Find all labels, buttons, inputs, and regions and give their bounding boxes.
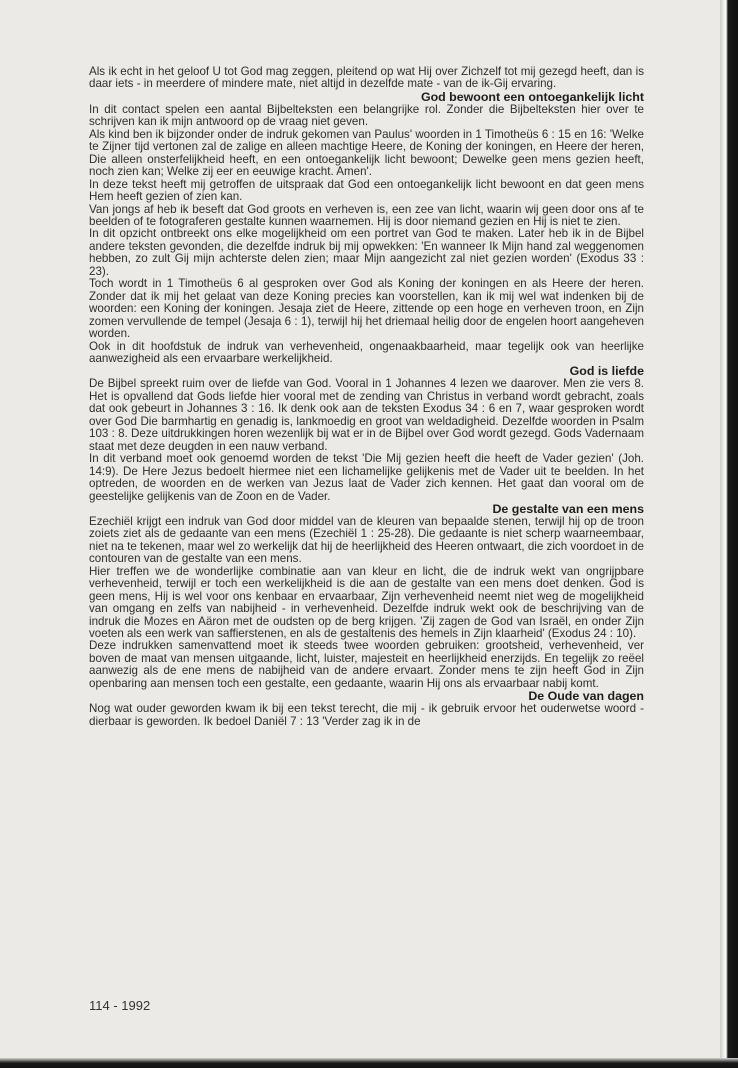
paragraph: Ook in dit hoofdstuk de indruk van verhevenheid, ongenaakbaarheid, maar tegelijk ook van heerlijke aanwezigheid als een ervaarbare werkelijkheid.: [89, 339, 644, 365]
page-edge-right: [720, 0, 738, 1068]
paragraph: In dit contact spelen een aantal Bijbelteksten een belangrijke rol. Zonder die Bijbelteksten hier over te schrijven kan ik mijn antwoord op de vraag niet geven.: [89, 102, 644, 129]
paragraph: Hier treffen we de wonderlijke combinatie aan van kleur en licht, die de indruk wekt van ongrijpbare verhevenheid, terwijl er toch een werkelijkheid is die aan de gestalte van een mens doet denken. God is geen mens, Hij is wel voor ons kenbaar en ervaarbaar, Zijn verhevenheid neemt niet weg de mogelijkheid van omgang en zelfs van nabijheid - in verhevenheid. Dezelfde indruk wekt ook de beschrijving van de indruk die Mozes en Aäron met de oudsten op de berg krijgen. 'Zij zagen de God van Israël, en onder Zijn voeten als een werk van saffierstenen, en als de gestaltenis des hemels in Zijn klaarheid' (Exodus 24 : 10).: [89, 564, 644, 641]
page-edge-bottom: [0, 1058, 738, 1068]
article-body: [89, 66, 644, 728]
section-heading: God is liefde: [569, 364, 644, 379]
paragraph: De Bijbel spreekt ruim over de liefde van God. Vooral in 1 Johannes 4 lezen we daarover. Men zie vers 8. Het is opvallend dat Gods liefde hier vooral met de zending van Christus in verband wordt gebracht, zoals dat ook gebeurt in Johannes 3 : 16. Ik denk ook aan de teksten Exodus 34 : 6 en 7, waar gesproken wordt over God Die barmhartig en genadig is, lankmoedig en groot van weldadigheid. Dezelfde woorden in Psalm 103 : 8. Deze uitdrukkingen horen wezenlijk bij wat er in de Bijbel over God wordt gezegd. Gods Vadernaam staat met deze deugden in een nauw verband.: [89, 377, 644, 453]
paragraph: In deze tekst heeft mij getroffen de uitspraak dat God een ontoegankelijk licht bewoont en dat geen mens Hem heeft gezien of zien kan.: [89, 177, 644, 204]
section-heading: God bewoont een ontoegankelijk licht: [420, 89, 644, 104]
paragraph: Toch wordt in 1 Timotheüs 6 al gesproken over God als Koning der koningen en als Heere der heren. Zonder dat ik mij het gelaat van deze Koning precies kan voorstellen, kan ik mij wel wat indenken bij de woorden: een Koning der koningen. Jesaja ziet de Heere, zittende op een hoge en verheven troon, en Zijn zomen vervullende de tempel (Jesaja 6 : 1), terwijl hij het driemaal heilig door de engelen hoort aangeheven worden.: [89, 277, 644, 341]
paragraph: Ezechiël krijgt een indruk van God door middel van de kleuren van bepaalde stenen, terwijl hij op de troon zoiets ziet als de gedaante van een mens (Ezechiël 1 : 25-28). Die gedaante is niet scherp waarneembaar, niet na te tekenen, maar wel zo werkelijk dat hij de heerlijkheid des Heeren ontwaart, die zich voordoet in de contouren van de gestalte van een mens.: [89, 514, 644, 566]
paragraph: In dit opzicht ontbreekt ons elke mogelijkheid om een portret van God te maken. Later heb ik in de Bijbel andere teksten gevonden, die dezelfde indruk bij mij opwekken: 'En wanneer Ik Mijn hand zal weggenomen hebben, zo zult Gij mijn achterste delen zien; maar Mijn aangezicht zal niet gezien worden' (Exodus 33 : 23).: [89, 227, 644, 278]
paragraph: In dit verband moet ook genoemd worden de tekst 'Die Mij gezien heeft die heeft de Vader gezien' (Joh. 14:9). De Here Jezus bedoelt hiermee niet een lichamelijke gelijkenis met de Vader uit te beelden. In het optreden, de woorden en de werken van Jezus laat de Vader zich kennen. Het gaat dan vooral om de geestelijke gelijkenis van de Zoon en de Vader.: [89, 452, 644, 503]
page-number: 114 - 1992: [89, 998, 151, 1013]
paragraph: Nog wat ouder geworden kwam ik bij een tekst terecht, die mij - ik gebruik ervoor het ouderwetse woord - dierbaar is geworden. Ik bedoel Daniël 7 : 13 'Verder zag ik in de: [89, 702, 644, 728]
paragraph: Van jongs af heb ik beseft dat God groots en verheven is, een zee van licht, waarin wij geen door ons af te beelden of te fotograferen gestalte kunnen waarnemen. Hij is door niemand gezien en Hij is niet te zien.: [89, 202, 644, 228]
section-heading: De gestalte van een mens: [492, 501, 644, 516]
section-heading: De Oude van dagen: [528, 689, 644, 704]
paragraph: Als kind ben ik bijzonder onder de indruk gekomen van Paulus' woorden in 1 Timotheüs 6 : 15 en 16: 'Welke te Zijner tijd vertonen zal de zalige en alleen machtige Heere, de Koning der koningen, en Heere der heren, Die alleen onsterfelijkheid heeft, en een ontoegankelijk licht bewoont; Dewelke geen mens gezien heeft, noch zien kan; Welke zij eer en eeuwige kracht. Amen'.: [89, 127, 644, 179]
paragraph: Deze indrukken samenvattend moet ik steeds twee woorden gebruiken: grootsheid, verhevenheid, ver boven de maat van mensen uitgaande, licht, luister, majesteit en heerlijkheid enerzijds. En tegelijk zo reëel aanwezig als de ene mens de nabijheid van de andere ervaart. Zonder mens te zijn heeft God in Zijn openbaring aan mensen toch een gestalte, een gedaante, waarin Hij ons als ervaarbaar nabij komt.: [89, 639, 644, 690]
paragraph: Als ik echt in het geloof U tot God mag zeggen, pleitend op wat Hij over Zichzelf tot mij gezegd heeft, dan is daar iets - in meerdere of mindere mate, niet altijd in dezelfde mate - van de ik-Gij ervaring.: [89, 65, 644, 91]
